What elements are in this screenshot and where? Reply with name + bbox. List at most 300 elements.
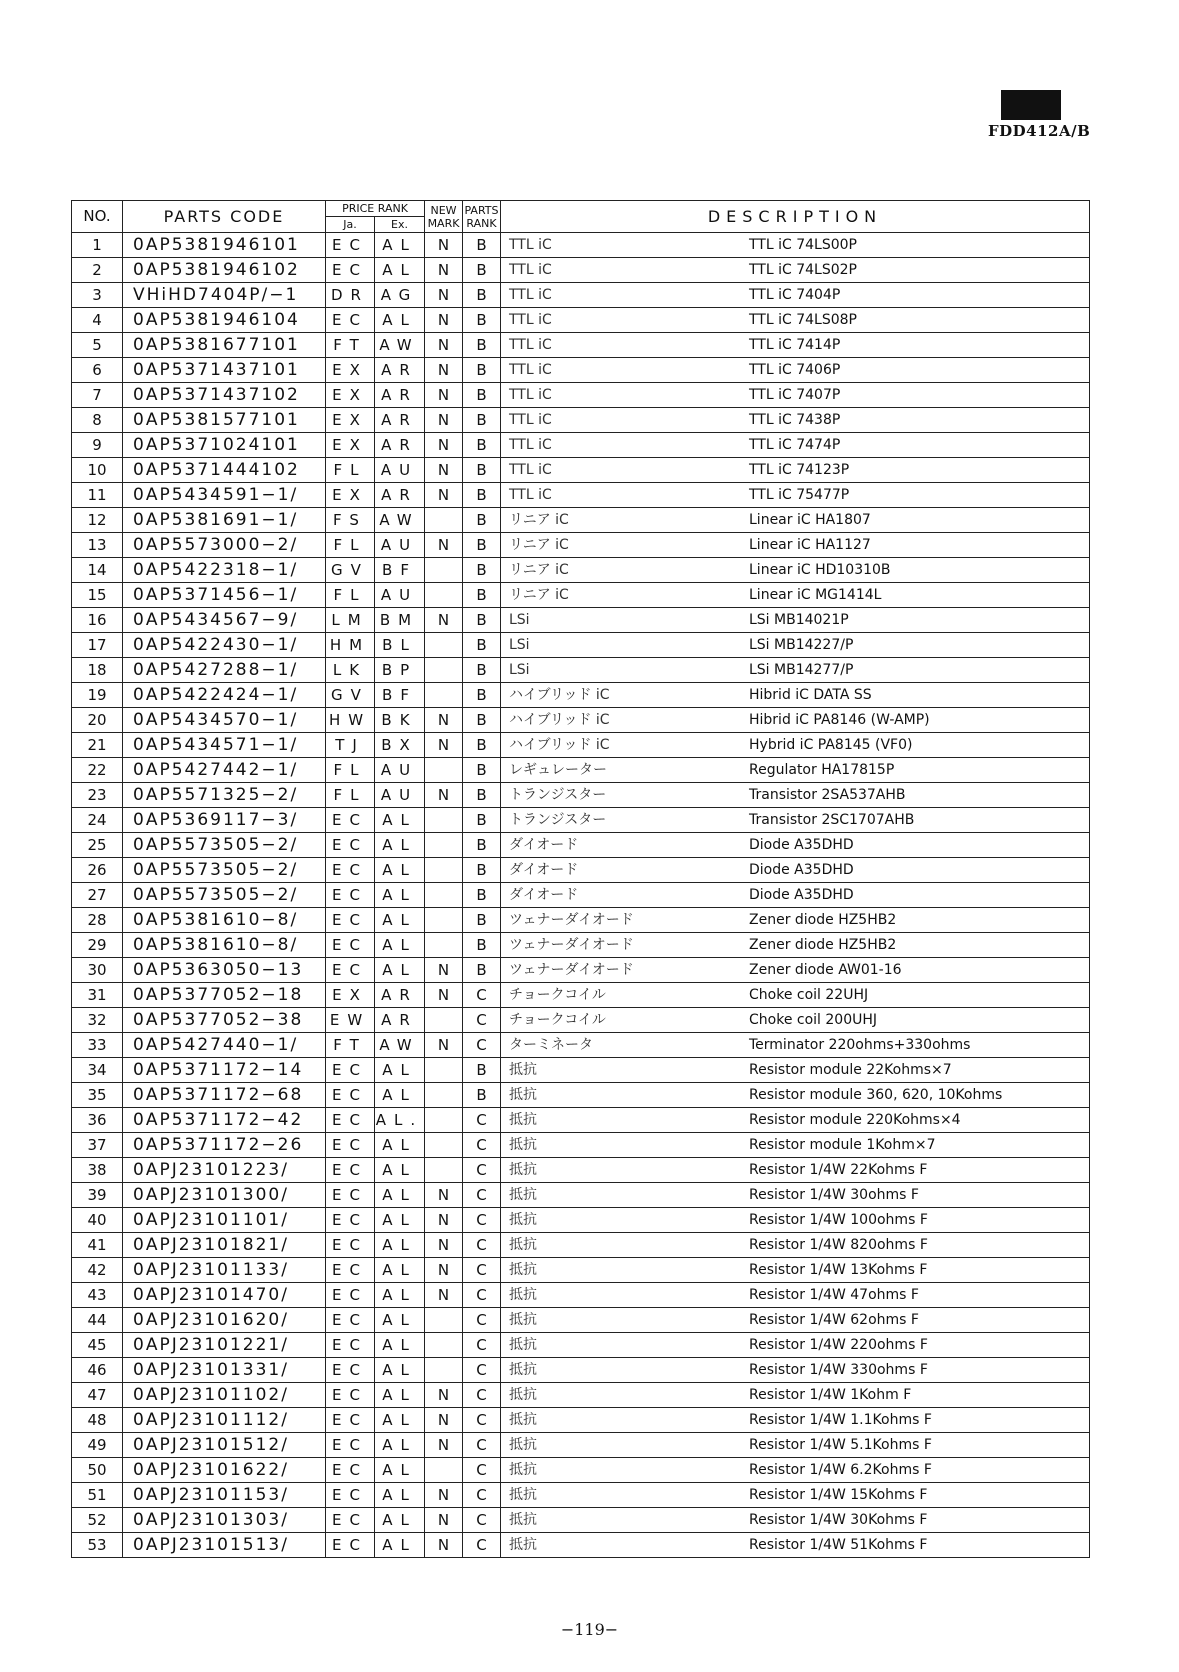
parts-rank: B [463, 483, 501, 508]
table-row [72, 383, 1090, 408]
price-rank-ex: AL [375, 833, 425, 858]
price-rank-ex: AL [375, 1083, 425, 1108]
description-ja: TTL iC [509, 487, 552, 503]
description-ja: ハイブリッド iC [509, 712, 610, 728]
parts-code: 0AP5381691−1/ [123, 508, 326, 533]
description-en: Hibrid iC PA8146 (W-AMP) [749, 712, 930, 728]
description-ja: ハイブリッド iC [509, 687, 610, 703]
parts-rank: C [463, 1108, 501, 1133]
price-rank-ex: BP [375, 658, 425, 683]
row-number: 42 [72, 1258, 123, 1283]
parts-code: 0AP5381577101 [123, 408, 326, 433]
price-rank-ex: AR [375, 483, 425, 508]
parts-code: 0APJ23101102/ [123, 1383, 326, 1408]
description-cell [501, 1408, 1090, 1433]
table-row [72, 1308, 1090, 1333]
price-rank-ex: AL [375, 1058, 425, 1083]
parts-code: 0AP5371172−68 [123, 1083, 326, 1108]
price-rank-ja: LM [326, 608, 375, 633]
price-rank-ex: AL [375, 1333, 425, 1358]
description-ja: TTL iC [509, 237, 552, 253]
price-rank-ex: AL [375, 1458, 425, 1483]
row-number: 26 [72, 858, 123, 883]
parts-rank: C [463, 1333, 501, 1358]
table-row [72, 483, 1090, 508]
description-cell [501, 1083, 1090, 1108]
parts-code: 0AP5434591−1/ [123, 483, 326, 508]
description-ja: LSi [509, 637, 530, 653]
table-row [72, 1408, 1090, 1433]
new-mark: N [425, 783, 463, 808]
parts-code: 0APJ23101223/ [123, 1158, 326, 1183]
row-number: 11 [72, 483, 123, 508]
parts-rank: C [463, 1433, 501, 1458]
price-rank-ja: EC [326, 1083, 375, 1108]
new-mark: N [425, 258, 463, 283]
description-cell [501, 1058, 1090, 1083]
description-cell [501, 1258, 1090, 1283]
parts-code: 0AP5371437101 [123, 358, 326, 383]
row-number: 29 [72, 933, 123, 958]
parts-table-body [72, 233, 1090, 1558]
description-ja: 抵抗 [509, 1312, 537, 1328]
parts-code: 0AP5363050−13 [123, 958, 326, 983]
description-wrap [501, 533, 1089, 557]
parts-code: 0AP5434567−9/ [123, 608, 326, 633]
description-ja: トランジスター [509, 787, 607, 803]
description-wrap [501, 783, 1089, 807]
new-mark: N [425, 1258, 463, 1283]
new-mark: N [425, 533, 463, 558]
description-cell [501, 283, 1090, 308]
parts-rank: C [463, 1133, 501, 1158]
description-ja: TTL iC [509, 437, 552, 453]
price-rank-ja: TJ [326, 733, 375, 758]
description-ja: TTL iC [509, 337, 552, 353]
description-cell [501, 1183, 1090, 1208]
description-wrap [501, 708, 1089, 732]
table-row [72, 1283, 1090, 1308]
description-en: Resistor 1/4W 30Kohms F [749, 1512, 928, 1528]
parts-code: 0APJ23101331/ [123, 1358, 326, 1383]
price-rank-ex: AL [375, 883, 425, 908]
parts-code: 0AP5422430−1/ [123, 633, 326, 658]
price-rank-ex: AU [375, 458, 425, 483]
table-row [72, 1383, 1090, 1408]
description-wrap [501, 1383, 1089, 1407]
description-wrap [501, 683, 1089, 707]
parts-rank: B [463, 683, 501, 708]
row-number: 47 [72, 1383, 123, 1408]
description-ja: 抵抗 [509, 1512, 537, 1528]
description-en: Resistor module 22Kohms×7 [749, 1062, 952, 1078]
description-wrap [501, 458, 1089, 482]
table-row [72, 1433, 1090, 1458]
description-en: Hibrid iC DATA SS [749, 687, 872, 703]
description-cell [501, 1283, 1090, 1308]
description-en: Resistor 1/4W 15Kohms F [749, 1487, 928, 1503]
row-number: 22 [72, 758, 123, 783]
description-en: Diode A35DHD [749, 887, 854, 903]
description-cell [501, 958, 1090, 983]
row-number: 43 [72, 1283, 123, 1308]
description-en: Resistor 1/4W 30ohms F [749, 1187, 919, 1203]
description-wrap [501, 1233, 1089, 1257]
description-en: TTL iC 7474P [749, 437, 841, 453]
row-number: 53 [72, 1533, 123, 1558]
parts-code: 0AP5371444102 [123, 458, 326, 483]
description-ja: レギュレーター [509, 762, 607, 778]
price-rank-ex: AL [375, 233, 425, 258]
price-rank-ja: FS [326, 508, 375, 533]
row-number: 25 [72, 833, 123, 858]
description-en: Resistor 1/4W 51Kohms F [749, 1537, 928, 1553]
price-rank-ex: AU [375, 758, 425, 783]
description-ja: 抵抗 [509, 1187, 537, 1203]
row-number: 51 [72, 1483, 123, 1508]
parts-code: 0AP5571325−2/ [123, 783, 326, 808]
parts-code: 0APJ23101221/ [123, 1333, 326, 1358]
parts-code: 0AP5377052−18 [123, 983, 326, 1008]
row-number: 34 [72, 1058, 123, 1083]
new-mark: N [425, 383, 463, 408]
description-wrap [501, 233, 1089, 257]
price-rank-ex: AR [375, 433, 425, 458]
new-mark [425, 583, 463, 608]
page-number: −119− [560, 1620, 619, 1639]
price-rank-ja: FL [326, 583, 375, 608]
description-wrap [501, 1483, 1089, 1507]
row-number: 41 [72, 1233, 123, 1258]
new-mark [425, 1158, 463, 1183]
description-ja: リニア iC [509, 537, 569, 553]
price-rank-ex: BK [375, 708, 425, 733]
price-rank-ex: AL [375, 1308, 425, 1333]
description-cell [501, 758, 1090, 783]
table-row [72, 533, 1090, 558]
price-rank-ex: AR [375, 383, 425, 408]
description-wrap [501, 1183, 1089, 1207]
table-row [72, 983, 1090, 1008]
price-rank-ex: AL [375, 1358, 425, 1383]
new-mark [425, 683, 463, 708]
parts-rank: B [463, 283, 501, 308]
price-rank-ja: EX [326, 983, 375, 1008]
description-ja: 抵抗 [509, 1537, 537, 1553]
description-cell [501, 383, 1090, 408]
price-rank-ja: EC [326, 1158, 375, 1183]
table-row [72, 683, 1090, 708]
price-rank-ja: EC [326, 933, 375, 958]
price-rank-ex: AL [375, 1383, 425, 1408]
description-wrap [501, 1258, 1089, 1282]
header-price-ex: Ex. [375, 217, 425, 233]
description-wrap [501, 633, 1089, 657]
description-cell [501, 1233, 1090, 1258]
description-en: TTL iC 75477P [749, 487, 850, 503]
row-number: 16 [72, 608, 123, 633]
header-parts-rank-line1: PARTS [464, 203, 499, 217]
table-row [72, 333, 1090, 358]
description-ja: 抵抗 [509, 1062, 537, 1078]
description-cell [501, 1033, 1090, 1058]
parts-code: 0AP5371024101 [123, 433, 326, 458]
table-row [72, 308, 1090, 333]
description-wrap [501, 1458, 1089, 1482]
parts-rank: C [463, 1033, 501, 1058]
parts-rank: B [463, 508, 501, 533]
parts-code: 0AP5573505−2/ [123, 858, 326, 883]
price-rank-ja: EC [326, 1183, 375, 1208]
price-rank-ex: AL [375, 858, 425, 883]
row-number: 3 [72, 283, 123, 308]
description-en: Resistor module 360, 620, 10Kohms [749, 1087, 1003, 1103]
description-ja: 抵抗 [509, 1112, 537, 1128]
description-cell [501, 858, 1090, 883]
description-en: Resistor module 1Kohm×7 [749, 1137, 936, 1153]
black-tab-marker [1001, 90, 1061, 120]
parts-rank: C [463, 983, 501, 1008]
price-rank-ja: EC [326, 1233, 375, 1258]
header-no: NO. [72, 201, 123, 233]
parts-rank: C [463, 1308, 501, 1333]
description-cell [501, 233, 1090, 258]
description-ja: ダイオード [509, 862, 579, 878]
new-mark: N [425, 483, 463, 508]
table-row [72, 583, 1090, 608]
parts-rank: B [463, 808, 501, 833]
parts-code: 0AP5381946104 [123, 308, 326, 333]
new-mark [425, 1008, 463, 1033]
description-en: Linear iC MG1414L [749, 587, 882, 603]
parts-rank: C [463, 1358, 501, 1383]
price-rank-ex: AL [375, 1283, 425, 1308]
table-row [72, 608, 1090, 633]
description-en: TTL iC 7406P [749, 362, 841, 378]
description-ja: 抵抗 [509, 1287, 537, 1303]
price-rank-ja: EC [326, 958, 375, 983]
price-rank-ja: EC [326, 1508, 375, 1533]
description-cell [501, 258, 1090, 283]
description-wrap [501, 1358, 1089, 1382]
description-ja: TTL iC [509, 287, 552, 303]
row-number: 21 [72, 733, 123, 758]
description-en: Resistor 1/4W 6.2Kohms F [749, 1462, 932, 1478]
description-en: Resistor 1/4W 100ohms F [749, 1212, 928, 1228]
price-rank-ex: AL [375, 1433, 425, 1458]
parts-code: 0APJ23101470/ [123, 1283, 326, 1308]
table-row [72, 258, 1090, 283]
new-mark: N [425, 1533, 463, 1558]
parts-rank: B [463, 858, 501, 883]
price-rank-ex: AL [375, 1183, 425, 1208]
row-number: 39 [72, 1183, 123, 1208]
description-en: Zener diode AW01-16 [749, 962, 902, 978]
description-wrap [501, 933, 1089, 957]
table-row [72, 1333, 1090, 1358]
price-rank-ja: GV [326, 558, 375, 583]
parts-rank: B [463, 458, 501, 483]
price-rank-ex: AL [375, 1233, 425, 1258]
description-cell [501, 333, 1090, 358]
parts-rank: B [463, 558, 501, 583]
parts-rank: C [463, 1008, 501, 1033]
new-mark: N [425, 1183, 463, 1208]
description-wrap [501, 308, 1089, 332]
description-cell [501, 1433, 1090, 1458]
new-mark [425, 1083, 463, 1108]
parts-code: 0AP5381677101 [123, 333, 326, 358]
table-row [72, 1208, 1090, 1233]
new-mark [425, 633, 463, 658]
parts-rank: B [463, 708, 501, 733]
new-mark [425, 1058, 463, 1083]
description-ja: ターミネータ [509, 1037, 593, 1053]
price-rank-ex: AL [375, 1258, 425, 1283]
description-en: TTL iC 7414P [749, 337, 841, 353]
description-ja: トランジスター [509, 812, 607, 828]
description-cell [501, 583, 1090, 608]
parts-rank: C [463, 1458, 501, 1483]
description-en: Resistor 1/4W 1.1Kohms F [749, 1412, 932, 1428]
new-mark [425, 833, 463, 858]
table-row [72, 1058, 1090, 1083]
description-ja: 抵抗 [509, 1237, 537, 1253]
description-wrap [501, 1033, 1089, 1057]
new-mark: N [425, 458, 463, 483]
parts-rank: B [463, 783, 501, 808]
parts-rank: C [463, 1483, 501, 1508]
row-number: 6 [72, 358, 123, 383]
table-row [72, 933, 1090, 958]
description-en: TTL iC 7407P [749, 387, 841, 403]
row-number: 10 [72, 458, 123, 483]
description-cell [501, 458, 1090, 483]
price-rank-ex: AL. [375, 1108, 425, 1133]
new-mark: N [425, 958, 463, 983]
price-rank-ex: AL [375, 1208, 425, 1233]
parts-code: 0AP5427440−1/ [123, 1033, 326, 1058]
parts-code: 0AP5434570−1/ [123, 708, 326, 733]
description-en: Resistor 1/4W 62ohms F [749, 1312, 919, 1328]
price-rank-ex: AW [375, 508, 425, 533]
table-row [72, 283, 1090, 308]
description-cell [501, 833, 1090, 858]
row-number: 27 [72, 883, 123, 908]
price-rank-ja: EC [326, 1108, 375, 1133]
description-ja: TTL iC [509, 412, 552, 428]
description-cell [501, 883, 1090, 908]
parts-code: 0APJ23101821/ [123, 1233, 326, 1258]
description-cell [501, 308, 1090, 333]
description-cell [501, 1483, 1090, 1508]
description-ja: 抵抗 [509, 1462, 537, 1478]
parts-rank: C [463, 1508, 501, 1533]
price-rank-ja: EC [326, 1308, 375, 1333]
description-cell [501, 633, 1090, 658]
description-wrap [501, 1008, 1089, 1032]
new-mark: N [425, 1483, 463, 1508]
new-mark: N [425, 1033, 463, 1058]
row-number: 15 [72, 583, 123, 608]
parts-rank: B [463, 833, 501, 858]
description-en: Diode A35DHD [749, 837, 854, 853]
parts-rank: B [463, 1058, 501, 1083]
row-number: 9 [72, 433, 123, 458]
description-cell [501, 1508, 1090, 1533]
description-wrap [501, 658, 1089, 682]
row-number: 2 [72, 258, 123, 283]
price-rank-ja: EC [326, 1333, 375, 1358]
table-row [72, 1083, 1090, 1108]
table-row [72, 1508, 1090, 1533]
price-rank-ex: AL [375, 1533, 425, 1558]
parts-code: 0AP5427288−1/ [123, 658, 326, 683]
header-description: DESCRIPTION [501, 201, 1090, 233]
new-mark: N [425, 283, 463, 308]
table-row [72, 1158, 1090, 1183]
new-mark: N [425, 1433, 463, 1458]
parts-code: 0AP5381946102 [123, 258, 326, 283]
price-rank-ja: EX [326, 433, 375, 458]
description-wrap [501, 758, 1089, 782]
parts-code: 0AP5381610−8/ [123, 933, 326, 958]
price-rank-ja: EX [326, 483, 375, 508]
price-rank-ex: AR [375, 983, 425, 1008]
header-new-mark-line2: MARK [427, 216, 460, 230]
header-parts-rank-line2: RANK [466, 216, 497, 230]
price-rank-ex: BX [375, 733, 425, 758]
parts-rank: C [463, 1283, 501, 1308]
description-ja: TTL iC [509, 262, 552, 278]
table-row [72, 908, 1090, 933]
new-mark [425, 933, 463, 958]
parts-rank: B [463, 308, 501, 333]
new-mark: N [425, 408, 463, 433]
parts-code: 0AP5371172−26 [123, 1133, 326, 1158]
description-en: Terminator 220ohms+330ohms [749, 1037, 971, 1053]
new-mark [425, 883, 463, 908]
parts-rank: B [463, 333, 501, 358]
price-rank-ja: EC [326, 258, 375, 283]
description-wrap [501, 733, 1089, 757]
price-rank-ja: EC [326, 1433, 375, 1458]
row-number: 18 [72, 658, 123, 683]
price-rank-ja: EC [326, 1358, 375, 1383]
header-parts-rank [463, 201, 501, 233]
description-ja: チョークコイル [509, 987, 606, 1003]
price-rank-ex: AR [375, 408, 425, 433]
new-mark: N [425, 1508, 463, 1533]
parts-table [71, 200, 1090, 1558]
parts-rank: B [463, 1083, 501, 1108]
price-rank-ex: AU [375, 783, 425, 808]
new-mark: N [425, 608, 463, 633]
parts-code: 0AP5434571−1/ [123, 733, 326, 758]
description-en: Choke coil 200UHJ [749, 1012, 878, 1028]
new-mark [425, 558, 463, 583]
parts-code: 0AP5371172−42 [123, 1108, 326, 1133]
description-en: Zener diode HZ5HB2 [749, 937, 897, 953]
description-en: TTL iC 7404P [749, 287, 841, 303]
parts-rank: B [463, 258, 501, 283]
new-mark: N [425, 358, 463, 383]
price-rank-ex: AL [375, 1158, 425, 1183]
new-mark: N [425, 1283, 463, 1308]
parts-rank: B [463, 733, 501, 758]
table-row [72, 733, 1090, 758]
row-number: 50 [72, 1458, 123, 1483]
